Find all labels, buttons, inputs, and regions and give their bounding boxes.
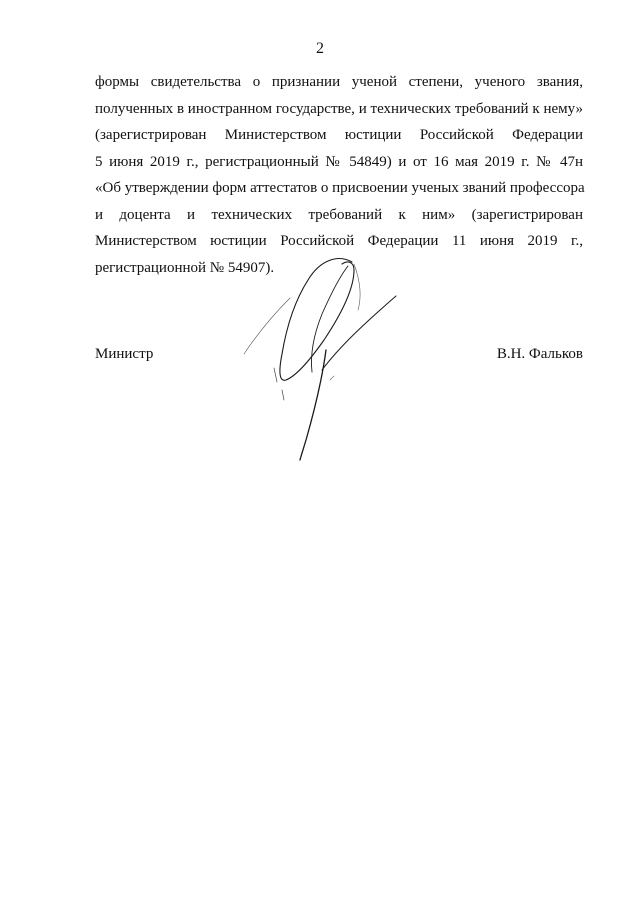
text-line: полученных в иностранном государстве, и технических требований к нему» (95, 100, 583, 117)
handwritten-signature (230, 250, 420, 470)
text-line: 5 июня 2019 г., регистрационный № 54849) и от 16 мая 2019 г. № 47н (95, 153, 583, 170)
signatory-title: Министр (95, 346, 154, 362)
text-line: формы свидетельства о признании ученой степени, ученого звания, (95, 74, 583, 90)
text-line: регистрационной № 54907). (95, 259, 275, 276)
text-line: (зарегистрирован Министерством юстиции Российской Федерации (95, 127, 583, 143)
page-number: 2 (316, 40, 324, 57)
text-line: и доцента и технических требований к ним» (зарегистрирован (95, 206, 583, 223)
text-line: «Об утверждении форм аттестатов о присвоении ученых званий профессора (95, 180, 585, 196)
signatory-name: В.Н. Фальков (496, 346, 583, 362)
text-line: Министерством юстиции Российской Федерации 11 июня 2019 г., (95, 233, 583, 249)
